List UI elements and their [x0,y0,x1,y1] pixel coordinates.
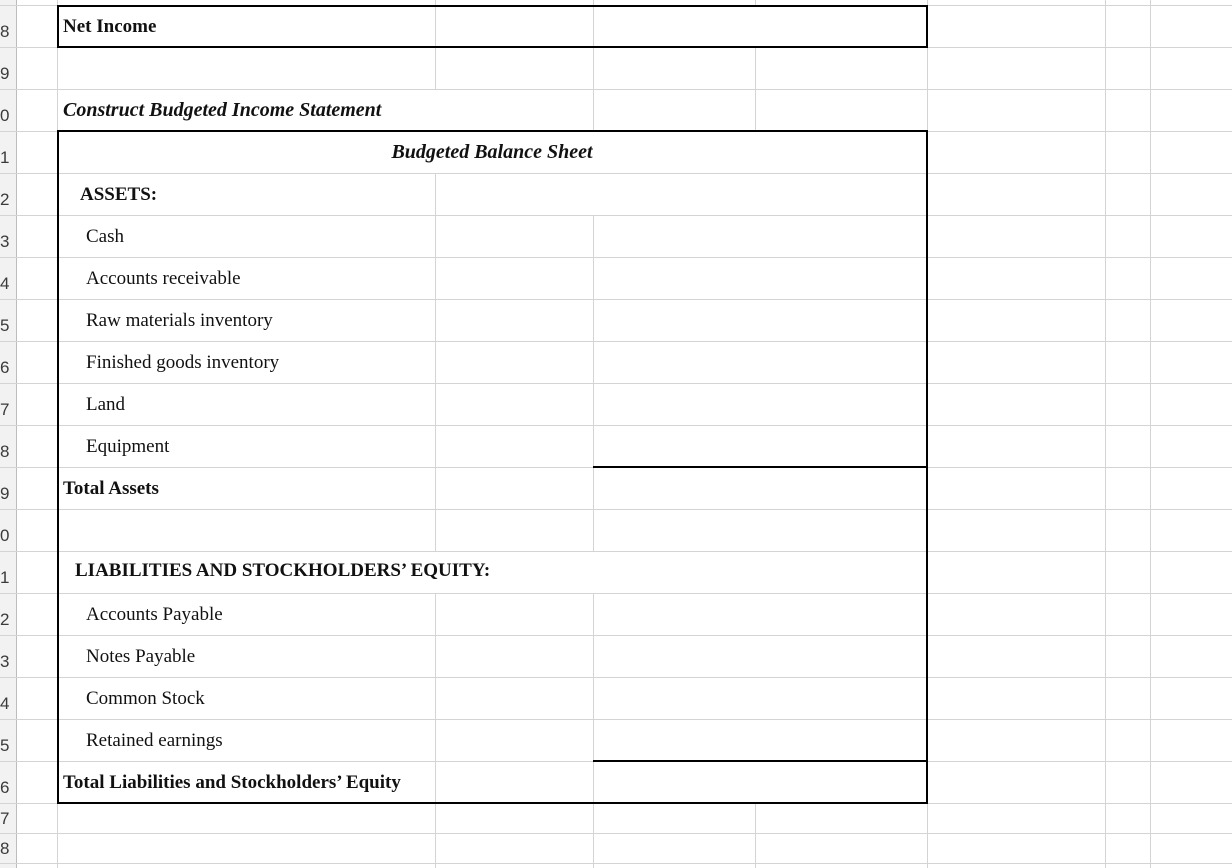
row-number[interactable]: 6 [0,359,10,377]
grid-hline [594,257,926,258]
row-number[interactable]: 7 [0,401,10,419]
border-left-balance [57,130,59,804]
row-number[interactable]: 2 [0,611,10,629]
grid-hline [594,719,926,720]
border-top-balance [57,130,928,132]
row-number[interactable]: 4 [0,695,10,713]
notes-payable-label[interactable]: Notes Payable [86,646,196,667]
liabilities-header[interactable]: LIABILITIES AND STOCKHOLDERS’ EQUITY: [75,560,491,581]
grid-hline [594,299,926,300]
border-total-assets [593,466,927,468]
row-number[interactable]: 5 [0,317,10,335]
cash-label[interactable]: Cash [86,226,124,247]
grid-hline [594,383,926,384]
grid-hline [0,863,1232,864]
total-assets-label[interactable]: Total Assets [63,478,159,499]
row-number[interactable]: 3 [0,233,10,251]
border-right-netincome [926,5,928,48]
grid-hline [594,509,926,510]
border-bottom-balance [57,802,928,804]
land-label[interactable]: Land [86,394,126,415]
net-income-amount-cell [594,6,926,47]
row-number[interactable]: 8 [0,443,10,461]
row-number[interactable]: 9 [0,485,10,503]
merged-assets-value-cell [436,174,926,215]
accounts-payable-label[interactable]: Accounts Payable [86,604,223,625]
retained-earnings-label[interactable]: Retained earnings [86,730,223,751]
row-number[interactable]: 4 [0,275,10,293]
raw-materials-label[interactable]: Raw materials inventory [86,310,273,331]
construct-income-statement-title[interactable]: Construct Budgeted Income Statement [63,99,382,121]
row-number[interactable]: 8 [0,840,10,858]
grid-hline [594,341,926,342]
grid-hline [594,677,926,678]
balance-sheet-title[interactable]: Budgeted Balance Sheet [391,141,593,163]
border-left-netincome [57,5,59,48]
row-number[interactable]: 0 [0,107,10,125]
finished-goods-label[interactable]: Finished goods inventory [86,352,280,373]
row-number[interactable]: 8 [0,23,10,41]
grid-hline [594,635,926,636]
row-number[interactable]: 1 [0,569,10,587]
grid-hline [0,833,1232,834]
border-total-liabilities [593,760,927,762]
row-number[interactable]: 7 [0,810,10,828]
border-bottom-netincome [57,46,927,48]
row-number[interactable]: 2 [0,191,10,209]
assets-header[interactable]: ASSETS: [80,184,158,205]
border-top-netincome [57,5,927,7]
row-number[interactable]: 0 [0,527,10,545]
row-number[interactable]: 3 [0,653,10,671]
row-number[interactable]: 1 [0,149,10,167]
net-income-label[interactable]: Net Income [63,16,157,37]
total-liab-amount-cell [594,762,926,803]
equipment-label[interactable]: Equipment [86,436,170,457]
row-number[interactable]: 6 [0,779,10,797]
row-number[interactable]: 9 [0,65,10,83]
row-number[interactable]: 5 [0,737,10,755]
total-liabilities-label[interactable]: Total Liabilities and Stockholders’ Equity [63,772,401,793]
accounts-receivable-label[interactable]: Accounts receivable [86,268,241,289]
common-stock-label[interactable]: Common Stock [86,688,205,709]
grid-hline [594,425,926,426]
